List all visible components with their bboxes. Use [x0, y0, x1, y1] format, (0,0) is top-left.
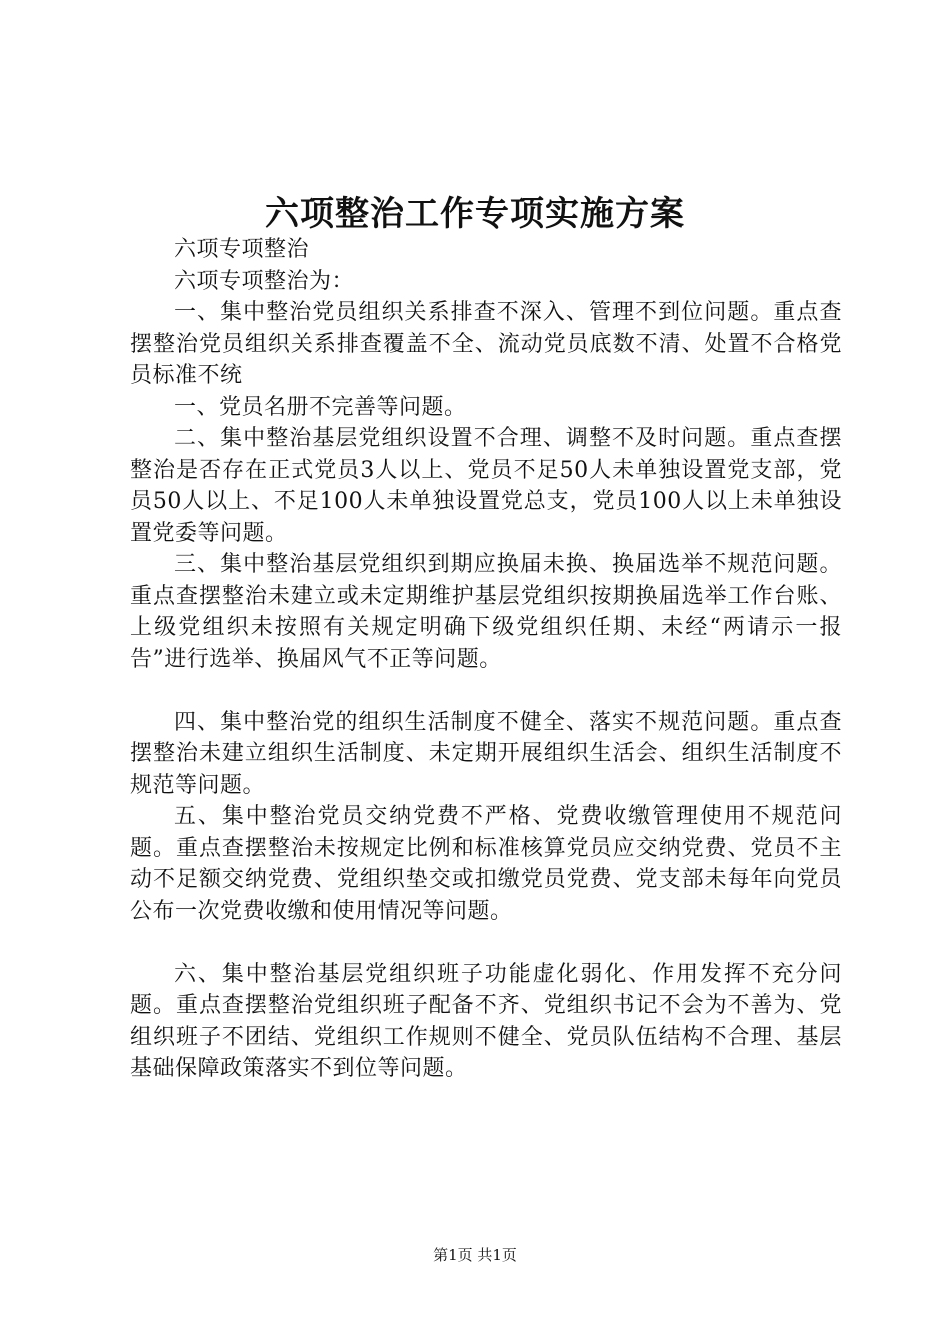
paragraph-item-4: 四、集中整治党的组织生活制度不健全、落实不规范问题。重点查摆整治未建立组织生活制度、未定期开展组织生活会、组织生活制度不规范等问题。 — [130, 709, 842, 798]
paragraph-item-3: 三、集中整治基层党组织到期应换届未换、换届选举不规范问题。重点查摆整治未建立或未定期维护基层党组织按期换届选举工作台账、上级党组织未按照有关规定明确下级党组织任期、未经“两请示一报告”进行选举、换届风气不正等问题。 — [130, 552, 842, 672]
paragraph-item-1-cont: 一、党员名册不完善等问题。 — [174, 394, 467, 420]
document-body — [130, 234, 842, 1085]
paragraph-intro-heading: 六项专项整治 — [174, 237, 310, 262]
paragraph-item-6: 六、集中整治基层党组织班子功能虚化弱化、作用发挥不充分问题。重点查摆整治党组织班子配备不齐、党组织书记不会为不善为、党组织班子不团结、党组织工作规则不健全、党员队伍结构不合理、基层基础保障政策落实不到位等问题。 — [130, 961, 842, 1081]
paragraph-item-1: 一、集中整治党员组织关系排查不深入、管理不到位问题。重点查摆整治党员组织关系排查覆盖不全、流动党员底数不清、处置不合格党员标准不统 — [130, 300, 842, 388]
paragraph-item-2: 二、集中整治基层党组织设置不合理、调整不及时问题。重点查摆整治是否存在正式党员3人以上、党员不足50人未单独设置党支部，党员50人以上、不足100人未单独设置党总支，党员100人以上未单独设置党委等问题。 — [130, 426, 842, 546]
page-number-footer: 第1页 共1页 — [433, 1246, 517, 1264]
document-title: 六项整治工作专项实施方案 — [265, 194, 685, 234]
paragraph-intro-list: 六项专项整治为： — [174, 268, 355, 294]
paragraph-item-5: 五、集中整治党员交纳党费不严格、党费收缴管理使用不规范问题。重点查摆整治未按规定比例和标准核算党员应交纳党费、党员不主动不足额交纳党费、党组织垫交或扣缴党员党费、党支部未每年向党员公布一次党费收缴和使用情况等问题。 — [130, 804, 842, 924]
